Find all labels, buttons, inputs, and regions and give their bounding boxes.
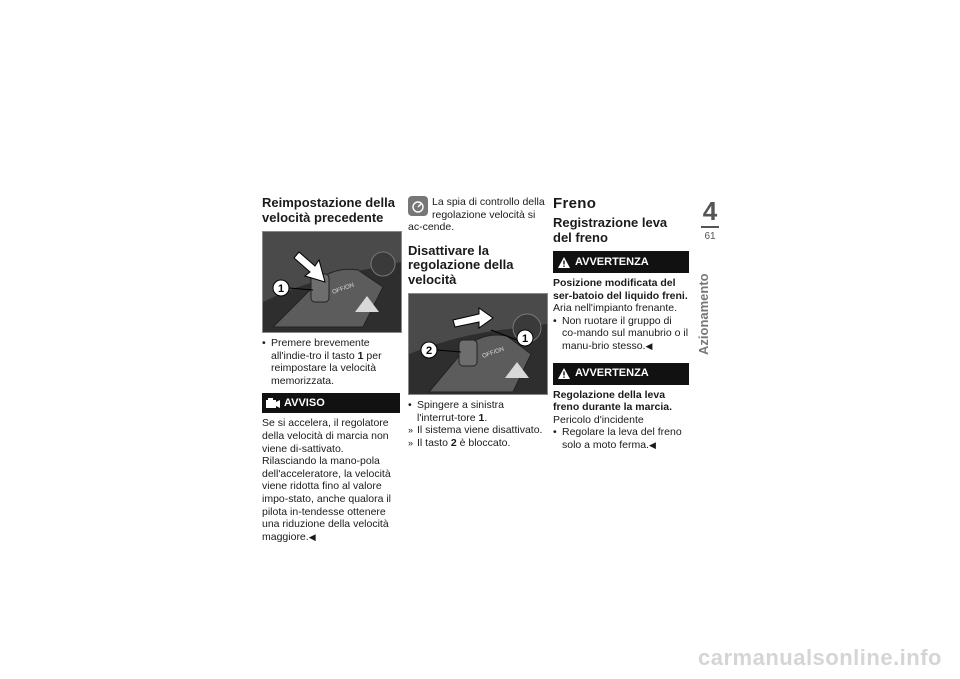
warning-bar-2 [553,363,689,385]
handlebar-photo-reset [262,231,402,333]
warning-icon [553,367,575,380]
chapter-section-name: Azionamento [696,273,711,355]
chapter-tab [700,198,720,242]
photo-callout-1: 1 [277,283,285,295]
warning-title: Regolazione della leva freno durante la marcia. [553,388,673,414]
section-heading-disable: Disattivare la regolazione della velocità [408,242,514,287]
notice-label: AVVISO [284,397,325,410]
notice-text: Se si accelera, il regolatore della velocità di marcia non viene di-sattivato. Rilasciando la mano-pola dell'acceleratore, la velocità viene ridotta fino al valore impo-stato, anche qualora il pilota in-tendesse ottenere una riduzione della velocità maggiore.◀ [262,417,391,543]
warning-bullet: • Non ruotare il gruppo di co-mando sul manubrio o il manu-brio stesso.◀ [553,315,689,353]
warning-label: AVVERTENZA [575,255,649,268]
column-1 [262,196,400,543]
instruction-bullet: • Premere brevemente all'indie-tro il tasto 1 per reimpostare la velocità memorizzata. [262,337,400,387]
warning-icon [553,256,575,269]
page-number: 61 [704,230,716,242]
column-2 [408,196,546,450]
notice-bar [262,393,400,413]
photo-callout-2: 2 [425,345,433,358]
warning-title: Posizione modificata del ser-batoio del liquido freni. [553,277,688,302]
result-line-1: » Il sistema viene disattivato. [408,424,546,437]
indicator-lamp-note: La spia di controllo della regolazione velocità si ac-cende. [408,196,545,234]
section-heading-reset: Reimpostazione della velocità precedente [262,195,395,225]
column-3 [553,196,689,452]
photo-callout-1: 1 [521,333,529,346]
warning-label: AVVERTENZA [575,367,649,380]
handlebar-photo-disable [408,293,548,395]
watermark-text: carmanualsonline.info [698,645,942,670]
warning-text: Pericolo d'incidente [553,413,644,426]
warning-bullet: • Regolare la leva del freno solo a moto ferma.◀ [553,426,689,451]
section-heading-brake-lever: Registrazione leva del freno [553,215,668,245]
warning-bar-1 [553,251,689,273]
notice-icon [262,397,284,409]
photo-switch-label: OFF/ON [331,282,355,296]
chapter-number: 4 [702,196,718,226]
result-line-2: » Il tasto 2 è bloccato. [408,437,546,450]
warning-text: Aria nell'impianto frenante. [553,302,677,315]
cruise-control-lamp-icon [408,196,428,216]
photo-switch-label: OFF/ON [481,346,505,361]
instruction-bullet: • Spingere a sinistra l'interrut-tore 1. [408,399,546,424]
chapter-section-title: Freno [553,195,597,212]
chapter-divider [701,226,719,228]
